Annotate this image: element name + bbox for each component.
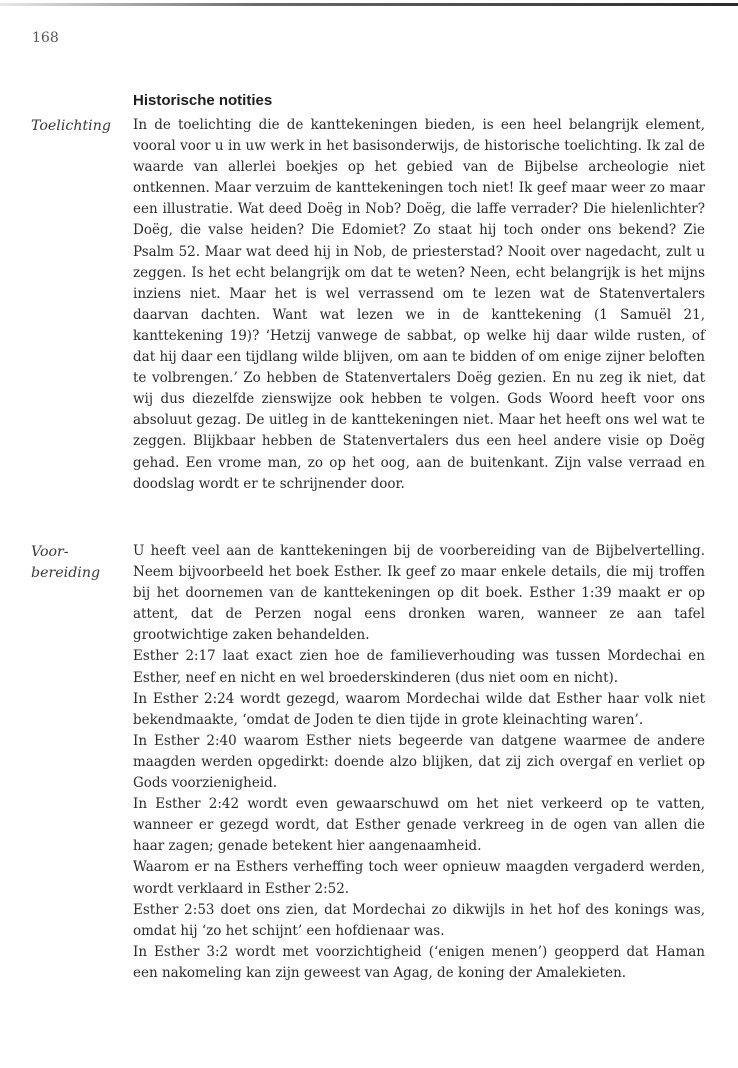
paragraph: In Esther 2:42 wordt even gewaarschuwd om het niet verkeerd op te vatten, wanneer er gezegd wordt, dat Esther genade verkreeg in de ogen van allen die haar zagen; genade betekent hier aangenaamheid. bbox=[133, 796, 705, 855]
top-rule bbox=[0, 3, 738, 6]
margin-note-voorbereiding-line1: Voor- bbox=[31, 544, 69, 560]
paragraph: In Esther 2:24 wordt gezegd, waarom Mordechai wilde dat Esther haar volk niet bekendmaakte, ‘omdat de Joden te dien tijde in grote kleinachting waren’. bbox=[133, 690, 705, 728]
paragraph-toelichting: In de toelichting die de kanttekeningen bieden, is een heel belangrijk element, vooral voor u in uw werk in het basisonderwijs, de historische toelichting. Ik zal de waarde van allerlei boekjes op het gebied van de Bijbelse archeologie niet ontkennen. Maar verzuim de kanttekeningen toch niet! Ik geef maar weer zo maar een illustratie. Wat deed Doëg in Nob? Doëg, die laffe verrader? Die hielenlichter? Doëg, die valse heiden? Die Edomiet? Zo staat hij toch onder ons bekend? Zie Psalm 52. Maar wat deed hij in Nob, de priesterstad? Nooit over nagedacht, zult u zeggen. Is het echt belangrijk om dat te weten? Neen, echt belangrijk is het mijns inziens niet. Maar het is wel verrassend om te lezen wat de Statenvertalers daarvan dachten. Want wat lezen we in de kanttekening (1 Samuël 21, kanttekening 19)? ‘Hetzij vanwege de sabbat, op welke hij daar wilde rusten, of dat hij daar een tijdlang wilde blijven, om aan te bidden of om enige zijner beloften te volbrengen.’ Zo hebben de Statenvertalers Doëg gezien. En nu zeg ik niet, dat wij dus diezelfde zienswijze ook hebben te volgen. Gods Woord heeft voor ons absoluut gezag. De uitleg in de kanttekeningen niet. Maar het heeft ons wel wat te zeggen. Blijkbaar hebben de Statenvertalers dus een heel andere visie op Doëg gehad. Een vrome man, zo op het oog, aan de buitenkant. Zijn valse verraad en doodslag wordt er te schrijnender door. bbox=[133, 117, 705, 492]
paragraph: Waarom er na Esthers verheffing toch weer opnieuw maagden vergaderd werden, wordt verklaard in Esther 2:52. bbox=[133, 859, 705, 897]
margin-note-toelichting bbox=[31, 116, 121, 137]
voorbereiding-body bbox=[133, 541, 705, 984]
section-heading: Historische notities bbox=[133, 92, 273, 109]
page-number: 168 bbox=[32, 30, 59, 46]
paragraph: U heeft veel aan de kanttekeningen bij de voorbereiding van de Bijbelvertelling. Neem bijvoorbeeld het boek Esther. Ik geef zo maar enkele details, die mij troffen bij het doornemen van de kanttekeningen op dit boek. Esther 1:39 maakt er op attent, dat de Perzen nogal eens dronken waren, wanneer ze aan tafel grootwichtige zaken behandelden. bbox=[133, 543, 705, 644]
paragraph: In Esther 2:40 waarom Esther niets begeerde van datgene waarmee de andere maagden werden opgedirkt: doende alzo blijken, dat zij zich overgaf en verliet op Gods voorzienigheid. bbox=[133, 732, 705, 792]
historische-notities-body bbox=[133, 115, 705, 495]
margin-note-voorbereiding bbox=[31, 542, 121, 584]
paragraph: Esther 2:17 laat exact zien hoe de familieverhouding was tussen Mordechai en Esther, neef en nicht en wel broederskinderen (dus niet oom en nicht). bbox=[133, 648, 705, 686]
paragraph: Esther 2:53 doet ons zien, dat Mordechai zo dikwijls in het hof des konings was, omdat hij ‘zo het schijnt’ een hofdienaar was. bbox=[133, 901, 705, 939]
margin-note-voorbereiding-line2: bereiding bbox=[31, 565, 101, 581]
paragraph: In Esther 3:2 wordt met voorzichtigheid (‘enigen menen’) geopperd dat Haman een nakomeling kan zijn geweest van Agag, de koning der Amalekieten. bbox=[133, 943, 705, 981]
margin-note-toelichting-text: Toelichting bbox=[31, 118, 111, 134]
